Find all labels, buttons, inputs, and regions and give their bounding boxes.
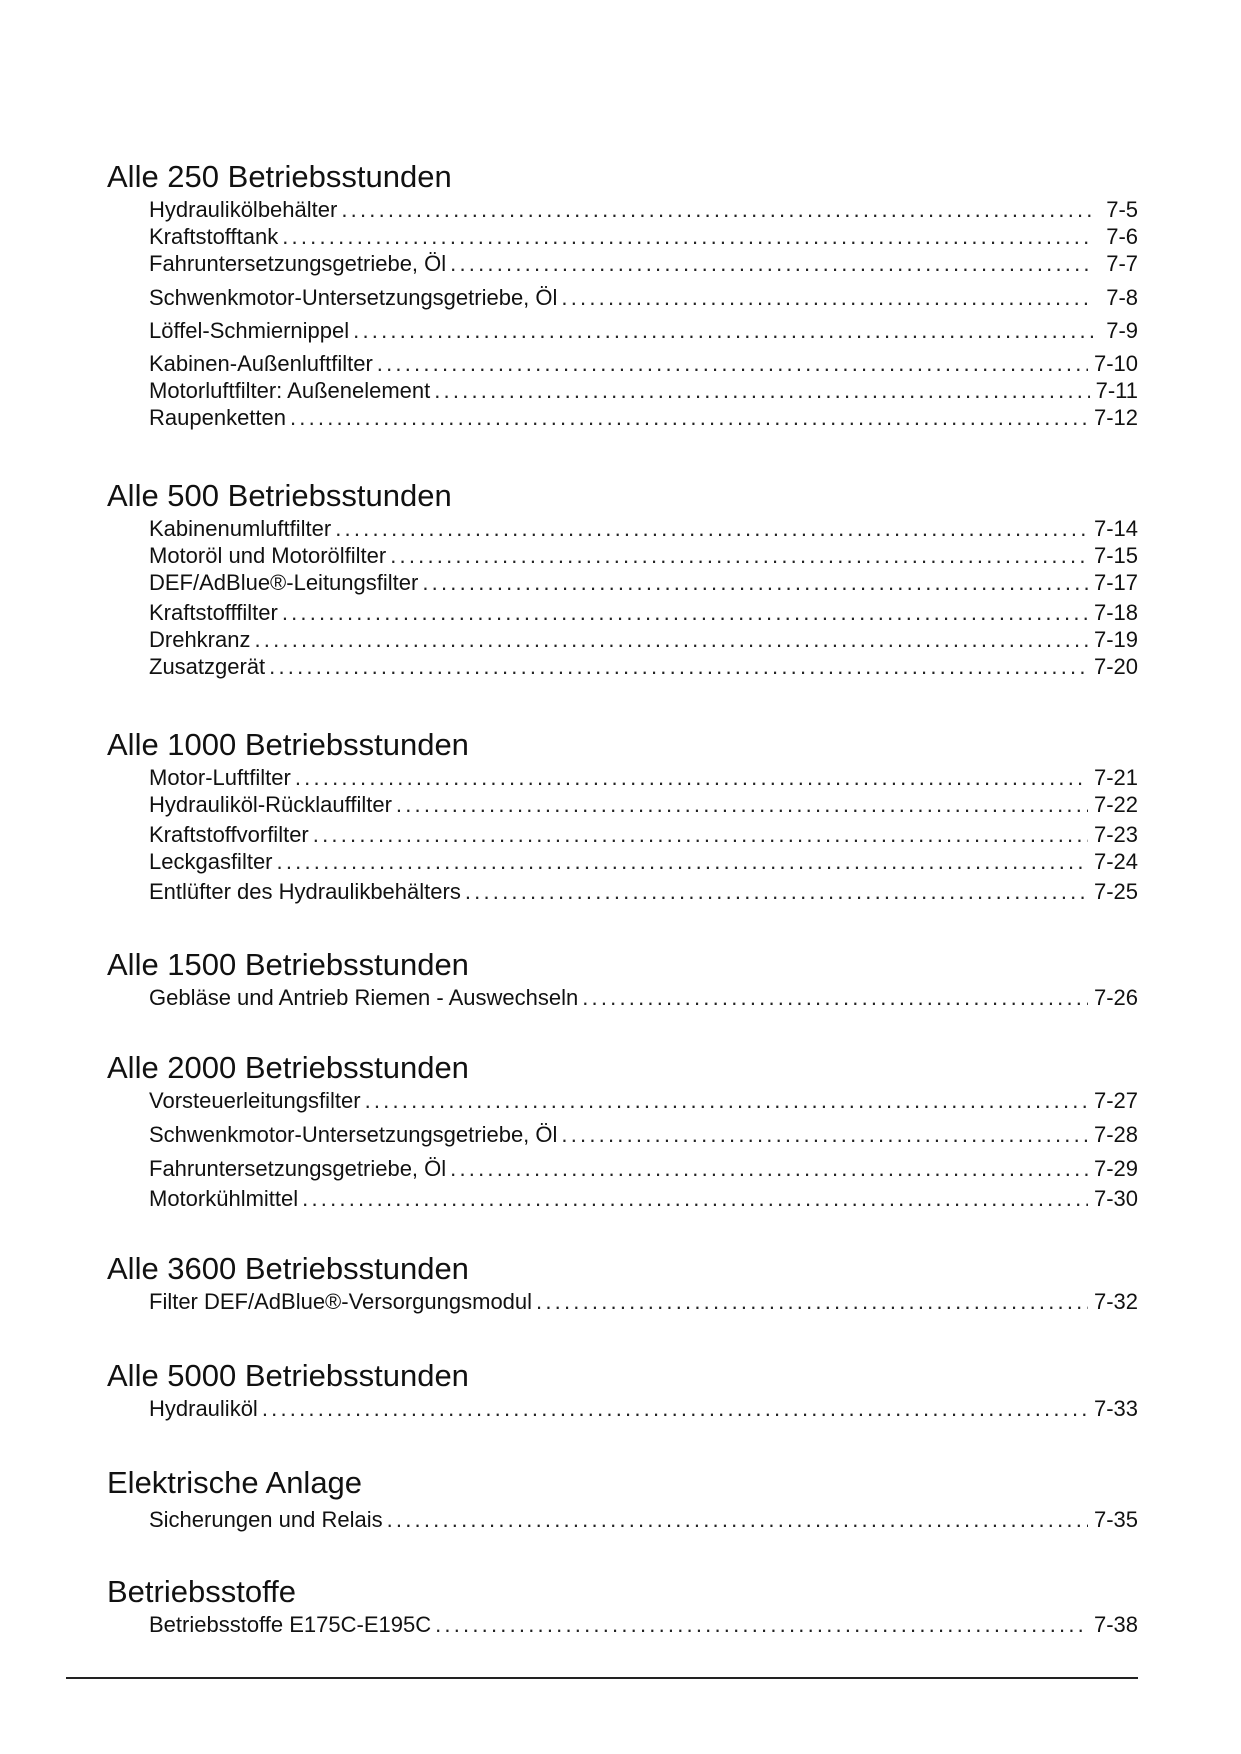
section-title: Alle 1500 Betriebsstunden	[107, 947, 469, 982]
toc-entry[interactable]	[149, 626, 1138, 653]
toc-entry[interactable]	[149, 1611, 1138, 1638]
toc-section	[107, 1250, 1138, 1315]
toc-entry[interactable]	[149, 377, 1138, 404]
entry-page-number: 7-14	[1093, 516, 1138, 541]
footer-divider	[66, 1677, 1138, 1679]
entry-label: Filter DEF/AdBlue®-Versorgungsmodul	[149, 1289, 533, 1314]
entry-label: Raupenketten	[149, 405, 286, 430]
toc-entry[interactable]	[149, 350, 1138, 377]
toc-section	[107, 1464, 1138, 1533]
entry-label: Fahruntersetzungsgetriebe, Öl	[149, 1156, 447, 1181]
dot-leader	[435, 1611, 1088, 1638]
entry-page-number: 7-35	[1093, 1507, 1138, 1532]
dot-leader	[365, 1087, 1088, 1114]
toc-section	[107, 477, 1138, 680]
entry-label: Schwenkmotor-Untersetzungsgetriebe, Öl	[149, 1122, 558, 1147]
toc-entry[interactable]	[149, 223, 1138, 250]
entry-page-number: 7-22	[1093, 792, 1138, 817]
toc-entry[interactable]	[149, 1087, 1138, 1114]
dot-leader	[269, 653, 1088, 680]
toc-section	[107, 1573, 1138, 1638]
toc-entry[interactable]	[149, 250, 1138, 277]
section-title: Alle 500 Betriebsstunden	[107, 478, 452, 513]
toc-entry[interactable]	[149, 821, 1138, 848]
dot-leader	[536, 1288, 1088, 1315]
dot-leader	[262, 1395, 1088, 1422]
dot-leader	[254, 626, 1087, 653]
entry-page-number: 7-23	[1093, 822, 1138, 847]
entry-page-number: 7-28	[1093, 1122, 1138, 1147]
entry-page-number: 7-5	[1106, 197, 1138, 222]
toc-section	[107, 1049, 1138, 1212]
entry-page-number: 7-9	[1106, 318, 1138, 343]
toc-entry[interactable]	[149, 569, 1138, 596]
entry-page-number: 7-29	[1093, 1156, 1138, 1181]
entry-label: Schwenkmotor-Untersetzungsgetriebe, Öl	[149, 285, 558, 310]
entry-label: Vorsteuerleitungsfilter	[149, 1088, 361, 1113]
entry-page-number: 7-12	[1093, 405, 1138, 430]
entry-label: Motoröl und Motorölfilter	[149, 543, 387, 568]
entry-label: Gebläse und Antrieb Riemen - Auswechseln	[149, 985, 579, 1010]
entry-page-number: 7-8	[1106, 285, 1138, 310]
toc-entry[interactable]	[149, 542, 1138, 569]
entry-label: Sicherungen und Relais	[149, 1507, 383, 1532]
toc-section	[107, 726, 1138, 905]
entry-page-number: 7-7	[1106, 251, 1138, 276]
toc-entry[interactable]	[149, 1185, 1138, 1212]
dot-leader	[422, 569, 1088, 596]
entry-page-number: 7-10	[1093, 351, 1138, 376]
toc-entry[interactable]	[149, 1506, 1138, 1533]
toc-entry[interactable]	[149, 515, 1138, 542]
entry-page-number: 7-15	[1093, 543, 1138, 568]
entry-label: Kabinenumluftfilter	[149, 516, 332, 541]
toc-entry[interactable]	[149, 653, 1138, 680]
toc-section	[107, 946, 1138, 1011]
entry-label: Kabinen-Außenluftfilter	[149, 351, 373, 376]
toc-entry[interactable]	[149, 764, 1138, 791]
dot-leader	[387, 1506, 1088, 1533]
entry-page-number: 7-21	[1093, 765, 1138, 790]
dot-leader	[450, 250, 1094, 277]
toc-entry[interactable]	[149, 848, 1138, 875]
entry-page-number: 7-33	[1093, 1396, 1138, 1421]
entry-label: Löffel-Schmiernippel	[149, 318, 350, 343]
dot-leader	[290, 404, 1088, 431]
entry-label: Drehkranz	[149, 627, 251, 652]
entry-label: Fahruntersetzungsgetriebe, Öl	[149, 251, 447, 276]
entry-label: Leckgasfilter	[149, 849, 273, 874]
entry-page-number: 7-27	[1093, 1088, 1138, 1113]
dot-leader	[561, 284, 1094, 311]
toc-entry[interactable]	[149, 1155, 1138, 1182]
toc-section	[107, 158, 1138, 431]
table-of-contents	[107, 158, 1138, 1638]
dot-leader	[377, 350, 1088, 377]
entry-label: Motorkühlmittel	[149, 1186, 299, 1211]
dot-leader	[282, 599, 1088, 626]
toc-entry[interactable]	[149, 878, 1138, 905]
dot-leader	[335, 515, 1088, 542]
entry-page-number: 7-19	[1093, 627, 1138, 652]
entry-page-number: 7-18	[1093, 600, 1138, 625]
toc-entry[interactable]	[149, 284, 1138, 311]
entry-page-number: 7-11	[1095, 378, 1138, 403]
section-title: Alle 5000 Betriebsstunden	[107, 1358, 469, 1393]
section-title: Alle 3600 Betriebsstunden	[107, 1251, 469, 1286]
dot-leader	[465, 878, 1088, 905]
dot-leader	[353, 317, 1094, 344]
section-title: Alle 250 Betriebsstunden	[107, 159, 452, 194]
toc-entry[interactable]	[149, 984, 1138, 1011]
dot-leader	[277, 848, 1088, 875]
entry-page-number: 7-20	[1093, 654, 1138, 679]
dot-leader	[341, 196, 1094, 223]
entry-page-number: 7-6	[1106, 224, 1138, 249]
toc-entry[interactable]	[149, 1395, 1138, 1422]
entry-label: Kraftstofffilter	[149, 600, 278, 625]
dot-leader	[434, 377, 1089, 404]
entry-label: Kraftstoffvorfilter	[149, 822, 309, 847]
entry-label: Motorluftfilter: Außenelement	[149, 378, 431, 403]
section-title: Alle 1000 Betriebsstunden	[107, 727, 469, 762]
toc-entry[interactable]	[149, 791, 1138, 818]
dot-leader	[450, 1155, 1088, 1182]
entry-page-number: 7-26	[1093, 985, 1138, 1010]
dot-leader	[396, 791, 1088, 818]
toc-entry[interactable]	[149, 404, 1138, 431]
section-title: Elektrische Anlage	[107, 1465, 363, 1500]
dot-leader	[282, 223, 1094, 250]
entry-label: Hydrauliköl-Rücklauffilter	[149, 792, 392, 817]
dot-leader	[302, 1185, 1088, 1212]
toc-entry[interactable]	[149, 317, 1138, 344]
section-title: Alle 2000 Betriebsstunden	[107, 1050, 469, 1085]
toc-entry[interactable]	[149, 599, 1138, 626]
entry-label: Zusatzgerät	[149, 654, 266, 679]
dot-leader	[390, 542, 1088, 569]
toc-section	[107, 1357, 1138, 1422]
entry-page-number: 7-38	[1093, 1612, 1138, 1637]
entry-label: Motor-Luftfilter	[149, 765, 291, 790]
entry-page-number: 7-32	[1093, 1289, 1138, 1314]
entry-page-number: 7-25	[1093, 879, 1138, 904]
dot-leader	[561, 1121, 1088, 1148]
section-title: Betriebsstoffe	[107, 1574, 296, 1609]
entry-label: Betriebsstoffe E175C-E195C	[149, 1612, 432, 1637]
toc-entry[interactable]	[149, 196, 1138, 223]
entry-label: Entlüfter des Hydraulikbehälters	[149, 879, 461, 904]
toc-entry[interactable]	[149, 1288, 1138, 1315]
entry-page-number: 7-24	[1093, 849, 1138, 874]
entry-label: DEF/AdBlue®-Leitungsfilter	[149, 570, 419, 595]
entry-label: Hydrauliköl	[149, 1396, 258, 1421]
entry-page-number: 7-17	[1093, 570, 1138, 595]
entry-label: Kraftstofftank	[149, 224, 279, 249]
dot-leader	[313, 821, 1088, 848]
dot-leader	[582, 984, 1088, 1011]
entry-page-number: 7-30	[1093, 1186, 1138, 1211]
toc-entry[interactable]	[149, 1121, 1138, 1148]
entry-label: Hydraulikölbehälter	[149, 197, 338, 222]
dot-leader	[295, 764, 1088, 791]
